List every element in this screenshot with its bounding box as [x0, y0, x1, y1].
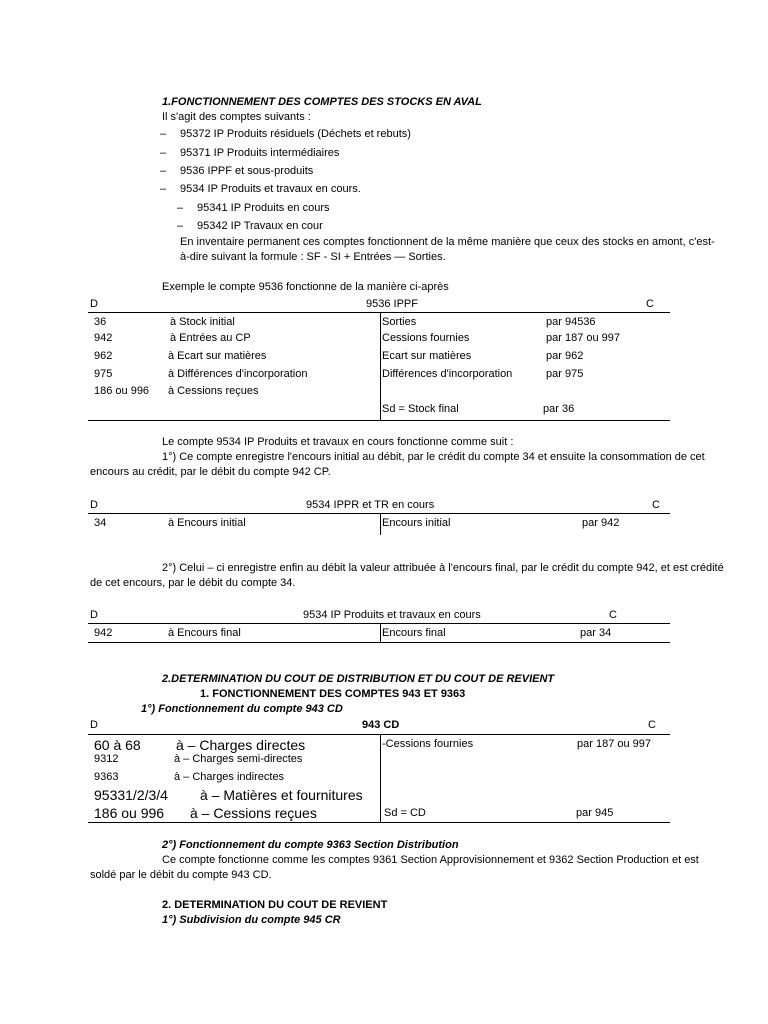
credit-ref: par 945: [576, 807, 614, 819]
debit-code: 186 ou 996: [94, 385, 150, 397]
debit-code: 9312: [94, 753, 119, 765]
section3-subheading: 1°) Subdivision du compte 945 CR: [162, 914, 341, 926]
credit-ref: par 187 ou 997: [546, 332, 621, 344]
section2-subtitle: 1. FONCTIONNEMENT DES COMPTES 943 ET 9363: [200, 688, 466, 700]
credit-label: Différences d'incorporation: [382, 368, 513, 380]
account-bottom-line: [88, 822, 670, 823]
credit-label: Ecart sur matières: [382, 350, 472, 362]
list-subitem: – 95341 IP Produits en cours: [197, 199, 330, 217]
debit-code: 942: [94, 627, 113, 639]
credit-label: Sd = Stock final: [382, 403, 459, 415]
credit-marker: C: [646, 298, 654, 310]
paragraph: 1°) Ce compte enregistre l'encours initial au débit, par le crédit du compte 34 et ensuite la consommation de cet: [162, 451, 705, 463]
credit-label: Encours initial: [382, 517, 451, 529]
debit-label: à – Charges semi-directes: [174, 753, 303, 765]
debit-code: 975: [94, 368, 113, 380]
list-item: – 9536 IPPF et sous-produits: [180, 162, 313, 180]
debit-code: 60 à 68: [94, 737, 141, 753]
list-item: – 9534 IP Produits et travaux en cours.: [180, 180, 361, 198]
credit-ref: par 36: [543, 403, 575, 415]
account-title: 943 CD: [362, 719, 400, 731]
debit-marker: D: [90, 719, 98, 731]
debit-label: à Cessions reçues: [168, 385, 259, 397]
debit-code: 942: [94, 332, 113, 344]
credit-ref: par 187 ou 997: [577, 738, 652, 750]
section3-title: 2. DETERMINATION DU COUT DE REVIENT: [162, 899, 388, 911]
credit-ref: par 975: [546, 368, 584, 380]
debit-label: à Différences d'incorporation: [168, 368, 308, 380]
account-divider: [380, 312, 381, 420]
credit-ref: par 94536: [546, 316, 596, 328]
debit-marker: D: [90, 298, 98, 310]
credit-marker: C: [652, 499, 660, 511]
paragraph: Le compte 9534 IP Produits et travaux en cours fonctionne comme suit :: [162, 436, 514, 448]
paragraph: Ce compte fonctionne comme les comptes 9361 Section Approvisionnement et 9362 Section Production et est: [162, 854, 699, 866]
section1-intro: Il s'agit des comptes suivants :: [162, 111, 311, 123]
debit-label: à – Cessions reçues: [190, 805, 317, 821]
debit-code: 9363: [94, 771, 119, 783]
credit-label: -Cessions fournies: [382, 738, 474, 750]
debit-marker: D: [90, 499, 98, 511]
inventory-text: En inventaire permanent ces comptes fonctionnent de la même manière que ceux des stocks en amont, c'est-: [180, 236, 715, 248]
credit-label: Encours final: [382, 627, 446, 639]
debit-label: à Entrées au CP: [170, 332, 251, 344]
paragraph: de cet encours, par le débit du compte 34.: [90, 577, 296, 589]
debit-code: 186 ou 996: [94, 805, 165, 821]
paragraph: 2°) Celui – ci enregistre enfin au débit la valeur attribuée à l'encours final, par le crédit du compte 942, et est crédité: [162, 562, 724, 574]
debit-label: à Ecart sur matières: [168, 350, 267, 362]
section2-title: 2.DETERMINATION DU COUT DE DISTRIBUTION ET DU COUT DE REVIENT: [162, 673, 555, 685]
debit-label: à – Matières et fournitures: [200, 787, 363, 803]
credit-label: Sd = CD: [384, 807, 426, 819]
credit-label: Cessions fournies: [382, 332, 470, 344]
credit-ref: par 962: [546, 350, 584, 362]
account-bottom-line: [88, 420, 670, 421]
account-bottom-line: [88, 642, 670, 643]
debit-label: à Encours initial: [168, 517, 246, 529]
section2-subheading: 2°) Fonctionnement du compte 9363 Section Distribution: [162, 839, 459, 851]
list-item: – 95372 IP Produits résiduels (Déchets et rebuts): [180, 125, 411, 143]
credit-marker: C: [609, 609, 617, 621]
debit-code: 95331/2/3/4: [94, 787, 168, 803]
paragraph: soldé par le débit du compte 943 CD.: [90, 869, 272, 881]
account-title: 9534 IPPR et TR en cours: [306, 499, 435, 511]
debit-code: 34: [94, 517, 107, 529]
credit-label: Sorties: [382, 316, 417, 328]
debit-label: à – Charges directes: [176, 737, 306, 753]
debit-label: à – Charges indirectes: [174, 771, 285, 783]
debit-code: 962: [94, 350, 113, 362]
account-divider: [380, 623, 381, 643]
list-item: – 95371 IP Produits intermédiaires: [180, 144, 339, 162]
debit-label: à Encours final: [168, 627, 241, 639]
credit-ref: par 34: [580, 627, 612, 639]
debit-label: à Stock initial: [170, 316, 235, 328]
list-subitem: – 95342 IP Travaux en cour: [197, 217, 323, 235]
credit-marker: C: [648, 719, 656, 731]
example-text: Exemple le compte 9536 fonctionne de la manière ci-après: [162, 281, 449, 293]
account-title: 9536 IPPF: [366, 298, 418, 310]
section1-title: 1.FONCTIONNEMENT DES COMPTES DES STOCKS EN AVAL: [162, 96, 482, 108]
credit-ref: par 942: [582, 517, 620, 529]
account-divider: [380, 513, 381, 535]
account-divider: [380, 734, 381, 823]
debit-marker: D: [90, 609, 98, 621]
account-title: 9534 IP Produits et travaux en cours: [303, 609, 481, 621]
debit-code: 36: [94, 316, 107, 328]
paragraph: encours au crédit, par le débit du compte 942 CP.: [90, 466, 331, 478]
section2-subheading: 1°) Fonctionnement du compte 943 CD: [141, 703, 343, 715]
inventory-text: à-dire suivant la formule : SF - SI + Entrées — Sorties.: [180, 251, 446, 263]
